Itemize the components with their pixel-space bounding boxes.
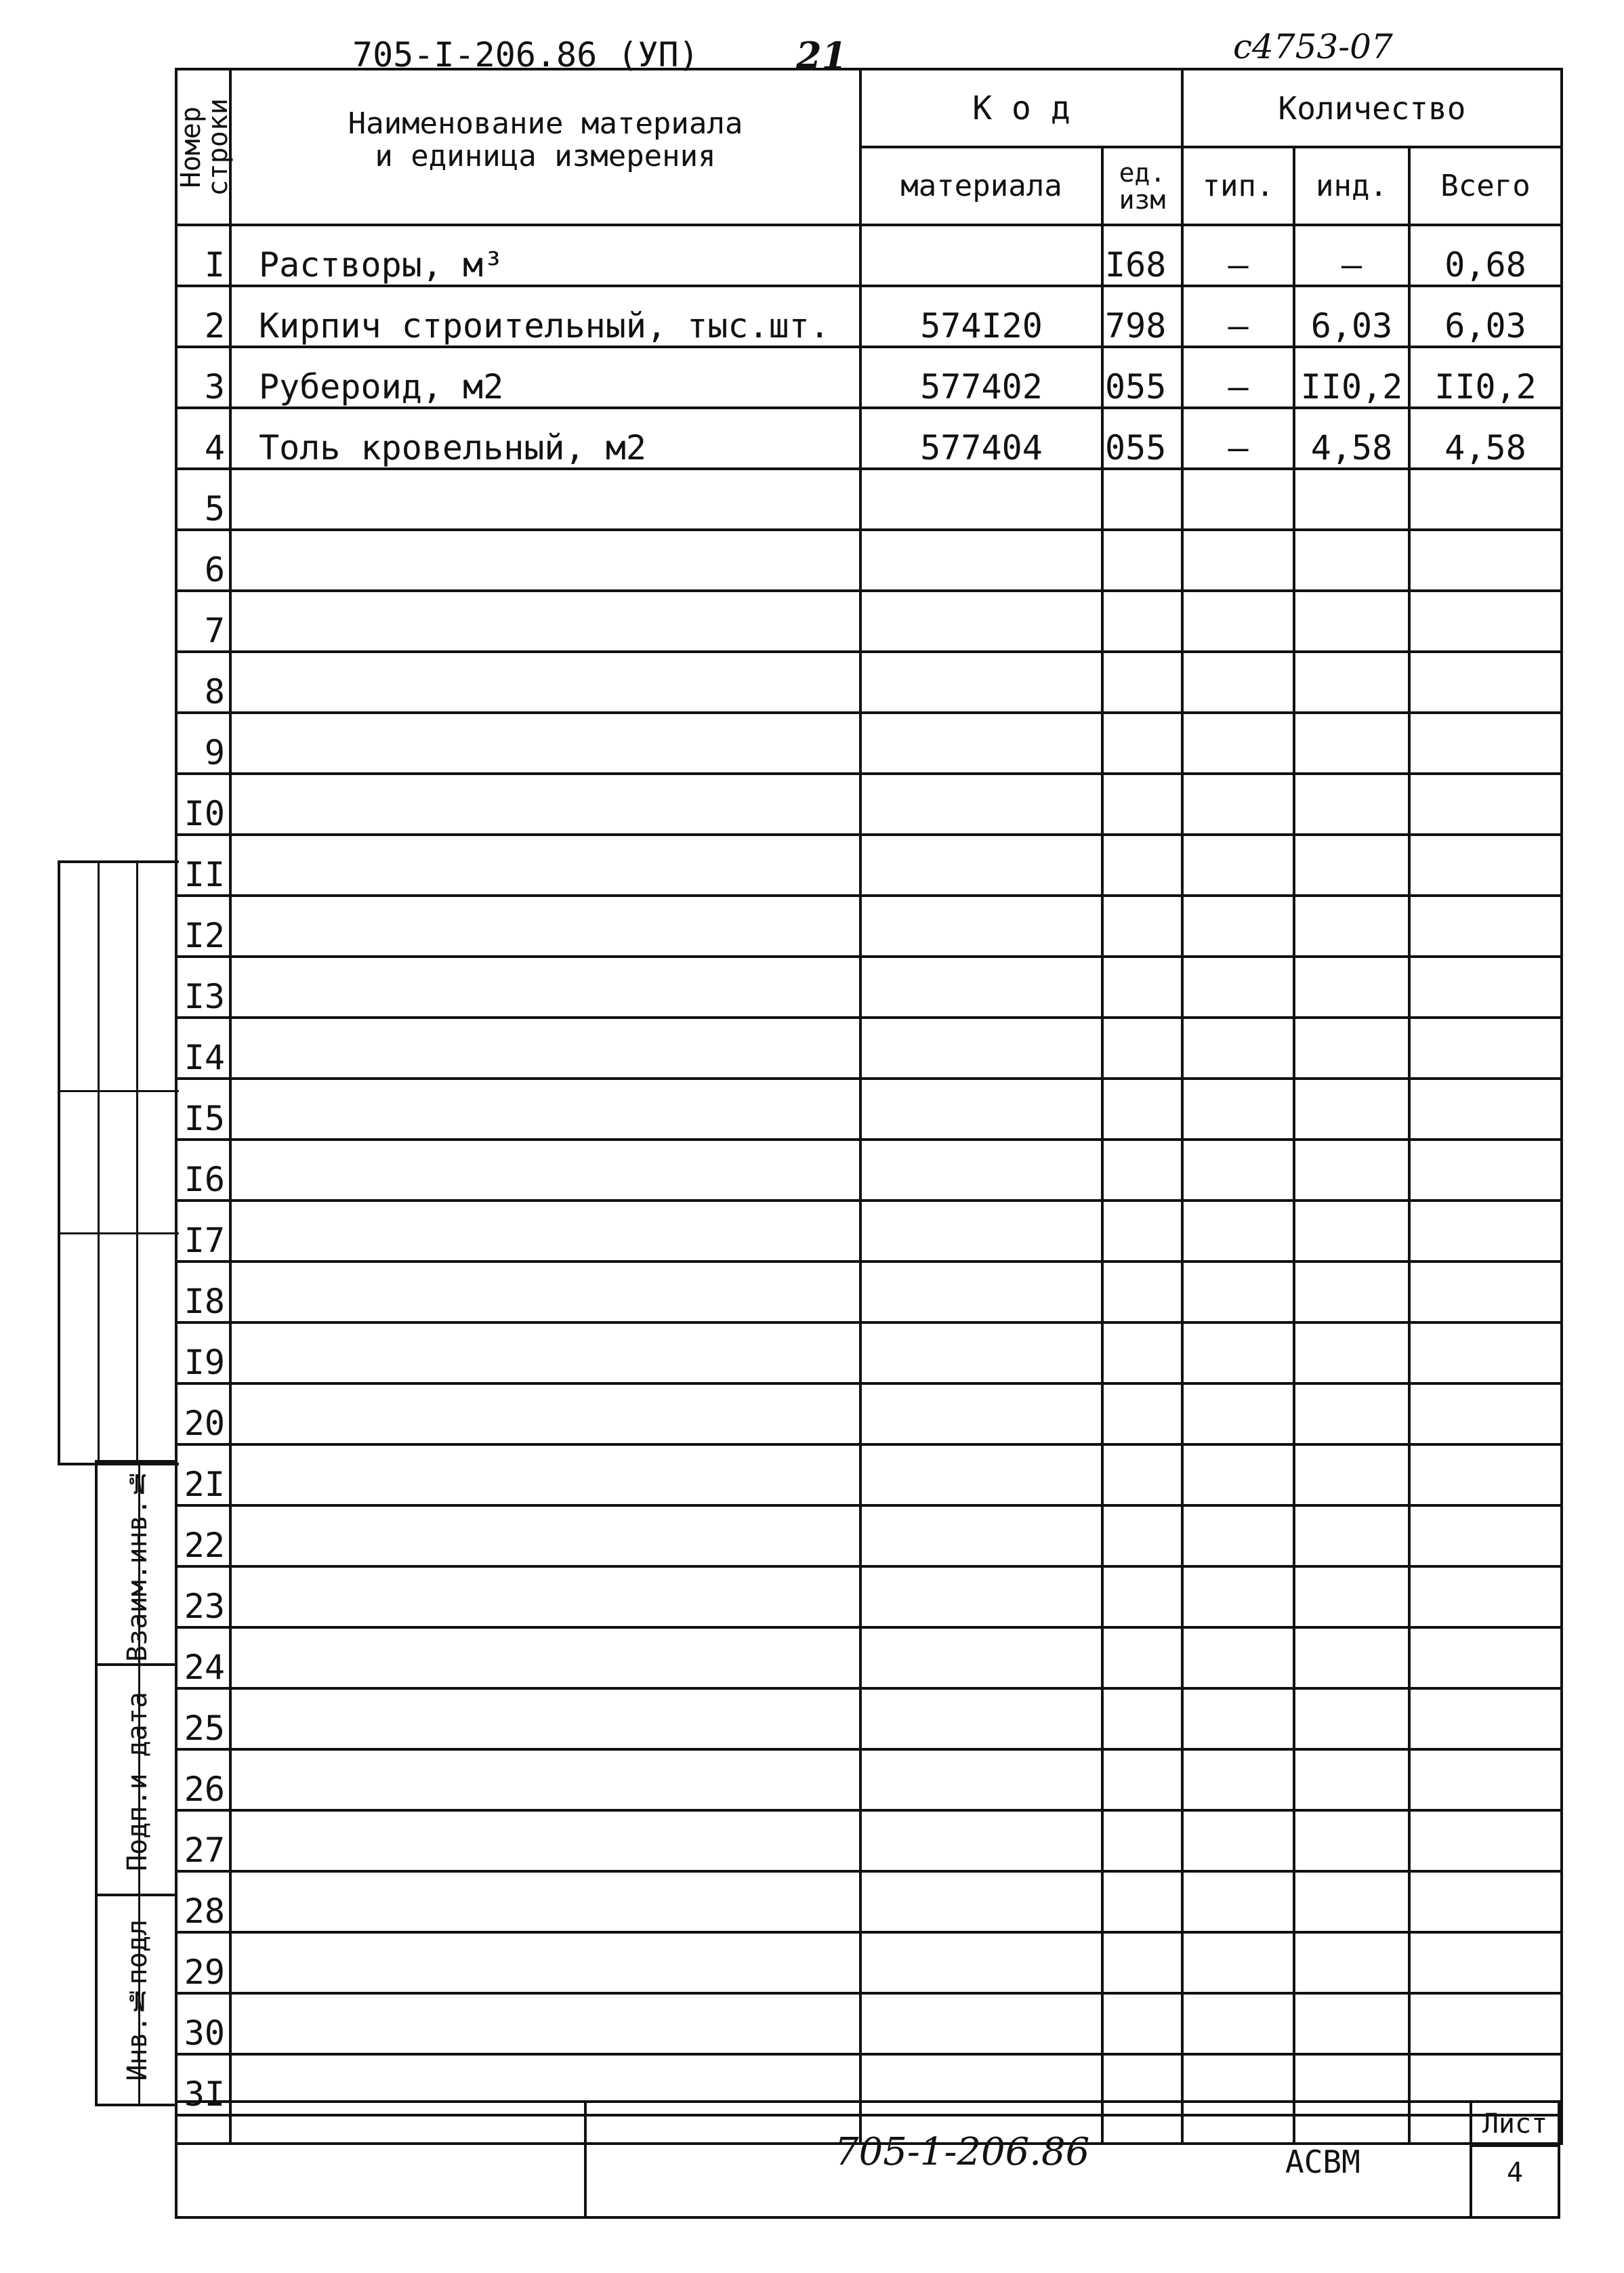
table-row [176, 1627, 1562, 1688]
material-name-cell [230, 1688, 860, 1749]
qty-ind-cell [1294, 774, 1409, 835]
material-name-cell [230, 1261, 860, 1322]
material-name-cell [230, 774, 860, 835]
side-cell-exchange-inv: Взаим.инв.№ [98, 1460, 178, 1666]
material-name-cell [230, 1505, 860, 1566]
qty-ind-cell [1294, 1566, 1409, 1627]
unit-code-cell [1102, 469, 1182, 530]
qty-typ-cell [1182, 1201, 1294, 1261]
qty-typ-cell [1182, 591, 1294, 652]
row-number-cell: 25 [176, 1688, 230, 1749]
row-number-cell: 22 [176, 1505, 230, 1566]
unit-code-cell [1102, 896, 1182, 957]
qty-typ-cell [1182, 1627, 1294, 1688]
table-row [176, 896, 1562, 957]
qty-ind-cell [1294, 1932, 1409, 1993]
table-row [176, 713, 1562, 774]
material-name-cell [230, 1810, 860, 1871]
qty-total-cell [1409, 1627, 1562, 1688]
material-code-cell: 574I20 [860, 286, 1102, 347]
unit-code-cell [1102, 1201, 1182, 1261]
material-name-cell [230, 1140, 860, 1201]
qty-ind-cell [1294, 1993, 1409, 2054]
material-code-cell [860, 1566, 1102, 1627]
material-code-cell [860, 1444, 1102, 1505]
table-row [176, 530, 1562, 591]
materials-table [175, 68, 1563, 2145]
material-code-cell [860, 1932, 1102, 1993]
side-cell-signature-date: Подп.и дата [98, 1663, 178, 1896]
table-row [176, 1201, 1562, 1261]
row-number-cell: 7 [176, 591, 230, 652]
row-number-cell: I8 [176, 1261, 230, 1322]
row-number-cell: 9 [176, 713, 230, 774]
qty-typ-cell [1182, 774, 1294, 835]
qty-total-cell: II0,2 [1409, 347, 1562, 408]
qty-total-cell [1409, 1383, 1562, 1444]
qty-total-cell [1409, 1018, 1562, 1079]
material-code-header: материала [860, 147, 1102, 225]
qty-ind-cell [1294, 1871, 1409, 1932]
qty-typ-cell [1182, 530, 1294, 591]
qty-typ-cell [1182, 1140, 1294, 1201]
material-name-cell [230, 469, 860, 530]
side-cell-original-inv: Инв.№подл [98, 1894, 178, 2104]
qty-total-cell [1409, 774, 1562, 835]
table-row [176, 774, 1562, 835]
qty-typ-cell [1182, 1932, 1294, 1993]
material-code-cell [860, 957, 1102, 1018]
material-name-cell [230, 1018, 860, 1079]
unit-code-cell [1102, 957, 1182, 1018]
table-row [176, 1566, 1562, 1627]
table-row [176, 1505, 1562, 1566]
qty-typ-cell [1182, 1871, 1294, 1932]
material-name-cell: Толь кровельный, м2 [230, 408, 860, 469]
table-row [176, 469, 1562, 530]
row-number-cell: 5 [176, 469, 230, 530]
qty-total-cell [1409, 835, 1562, 896]
qty-typ-cell: – [1182, 225, 1294, 286]
material-code-cell [860, 652, 1102, 713]
table-row [176, 1993, 1562, 2054]
unit-code-cell [1102, 1261, 1182, 1322]
material-code-cell [860, 1018, 1102, 1079]
page-number: 21 [796, 34, 848, 77]
material-name-cell [230, 1871, 860, 1932]
qty-typ-cell: – [1182, 408, 1294, 469]
unit-code-cell [1102, 713, 1182, 774]
quantity-group-header: Количество [1182, 69, 1562, 147]
table-row [176, 1749, 1562, 1810]
unit-code-cell [1102, 1688, 1182, 1749]
material-name-cell [230, 896, 860, 957]
material-name-cell [230, 1749, 860, 1810]
qty-ind-cell: II0,2 [1294, 347, 1409, 408]
qty-typ-cell [1182, 1749, 1294, 1810]
qty-typ-cell [1182, 957, 1294, 1018]
sheet-number: 4 [1506, 2157, 1524, 2188]
qty-ind-cell [1294, 1261, 1409, 1322]
material-name-header: Наименование материала и единица измерения [230, 69, 860, 225]
qty-ind-cell [1294, 469, 1409, 530]
material-name-cell: Растворы, м³ [230, 225, 860, 286]
qty-typ-cell [1182, 713, 1294, 774]
qty-ind-cell [1294, 1018, 1409, 1079]
total-header: Всего [1409, 147, 1562, 225]
qty-total-cell [1409, 1566, 1562, 1627]
table-row [176, 1322, 1562, 1383]
material-code-cell [860, 469, 1102, 530]
material-name-cell [230, 835, 860, 896]
qty-total-cell [1409, 1201, 1562, 1261]
material-code-cell [860, 1871, 1102, 1932]
qty-total-cell [1409, 1688, 1562, 1749]
qty-ind-cell [1294, 1079, 1409, 1140]
qty-total-cell [1409, 1505, 1562, 1566]
qty-typ-cell [1182, 1993, 1294, 2054]
unit-code-cell [1102, 1140, 1182, 1201]
qty-ind-cell [1294, 1810, 1409, 1871]
material-code-cell [860, 1261, 1102, 1322]
qty-total-cell [1409, 469, 1562, 530]
material-code-cell [860, 1810, 1102, 1871]
table-row [176, 1688, 1562, 1749]
material-code-cell [860, 591, 1102, 652]
material-name-cell [230, 1993, 860, 2054]
material-name-cell [230, 1383, 860, 1444]
material-code-cell [860, 1688, 1102, 1749]
qty-ind-cell [1294, 652, 1409, 713]
material-code-cell [860, 1505, 1102, 1566]
qty-ind-cell: 6,03 [1294, 286, 1409, 347]
qty-typ-cell [1182, 1444, 1294, 1505]
row-number-cell: I2 [176, 896, 230, 957]
sheet-label: Лист [1472, 2103, 1558, 2147]
row-number-cell: 30 [176, 1993, 230, 2054]
qty-typ-cell [1182, 1688, 1294, 1749]
unit-code-cell: 055 [1102, 347, 1182, 408]
unit-code-cell [1102, 1871, 1182, 1932]
table-row [176, 1079, 1562, 1140]
material-code-cell: 577404 [860, 408, 1102, 469]
qty-total-cell [1409, 896, 1562, 957]
qty-typ-cell [1182, 1566, 1294, 1627]
qty-total-cell [1409, 1993, 1562, 2054]
qty-total-cell [1409, 957, 1562, 1018]
material-name-cell [230, 530, 860, 591]
material-code-cell [860, 225, 1102, 286]
table-row [176, 1810, 1562, 1871]
qty-ind-cell [1294, 1688, 1409, 1749]
qty-ind-cell [1294, 1322, 1409, 1383]
material-name-cell [230, 1627, 860, 1688]
table-row [176, 1261, 1562, 1322]
material-code-cell [860, 530, 1102, 591]
material-code-cell [860, 774, 1102, 835]
unit-code-cell [1102, 1018, 1182, 1079]
side-stamp [95, 1460, 178, 2106]
qty-ind-cell [1294, 530, 1409, 591]
row-number-cell: I [176, 225, 230, 286]
table-row [176, 835, 1562, 896]
unit-code-cell [1102, 1627, 1182, 1688]
unit-code-cell [1102, 1383, 1182, 1444]
unit-code-cell [1102, 1993, 1182, 2054]
unit-code-cell [1102, 1444, 1182, 1505]
qty-typ-cell [1182, 1261, 1294, 1322]
row-number-cell: 29 [176, 1932, 230, 1993]
table-row [176, 1018, 1562, 1079]
qty-total-cell [1409, 1932, 1562, 1993]
table-row [176, 1871, 1562, 1932]
qty-ind-cell [1294, 835, 1409, 896]
material-code-cell [860, 1749, 1102, 1810]
row-number-cell: I7 [176, 1201, 230, 1261]
qty-ind-cell [1294, 1505, 1409, 1566]
qty-typ-cell [1182, 1322, 1294, 1383]
qty-ind-cell [1294, 713, 1409, 774]
qty-typ-cell [1182, 896, 1294, 957]
qty-typ-cell [1182, 1018, 1294, 1079]
qty-ind-cell [1294, 1444, 1409, 1505]
material-name-cell [230, 1201, 860, 1261]
row-number-cell: I9 [176, 1322, 230, 1383]
material-name-cell [230, 1322, 860, 1383]
qty-total-cell [1409, 652, 1562, 713]
material-code-cell [860, 1383, 1102, 1444]
qty-typ-cell [1182, 1505, 1294, 1566]
row-number-cell: 24 [176, 1627, 230, 1688]
archive-code: с4753-07 [1233, 27, 1393, 66]
qty-total-cell [1409, 1322, 1562, 1383]
material-code-cell [860, 835, 1102, 896]
material-code-cell [860, 1993, 1102, 2054]
material-name-cell [230, 1079, 860, 1140]
material-code-cell [860, 1201, 1102, 1261]
typ-header: тип. [1182, 147, 1294, 225]
section-code: АСВМ [1285, 2144, 1360, 2180]
table-row [176, 1140, 1562, 1201]
code-group-header: К о д [860, 69, 1182, 147]
row-number-cell: 6 [176, 530, 230, 591]
qty-total-cell [1409, 1871, 1562, 1932]
row-number-header: Номер строки [176, 69, 230, 225]
qty-ind-cell [1294, 1201, 1409, 1261]
qty-ind-cell [1294, 1749, 1409, 1810]
row-number-cell: 26 [176, 1749, 230, 1810]
material-name-cell: Рубероид, м2 [230, 347, 860, 408]
row-number-cell: I5 [176, 1079, 230, 1140]
unit-code-cell [1102, 1932, 1182, 1993]
row-number-cell: 20 [176, 1383, 230, 1444]
unit-code-cell [1102, 835, 1182, 896]
ind-header: инд. [1294, 147, 1409, 225]
material-code-cell [860, 1140, 1102, 1201]
row-number-cell: 27 [176, 1810, 230, 1871]
qty-ind-cell [1294, 1627, 1409, 1688]
qty-total-cell: 4,58 [1409, 408, 1562, 469]
table-row [176, 225, 1562, 286]
qty-ind-cell: – [1294, 225, 1409, 286]
left-stamp-box [58, 860, 179, 1465]
qty-ind-cell: 4,58 [1294, 408, 1409, 469]
row-number-cell: 2 [176, 286, 230, 347]
table-row [176, 408, 1562, 469]
qty-total-cell [1409, 530, 1562, 591]
qty-total-cell [1409, 1749, 1562, 1810]
table-row [176, 1444, 1562, 1505]
qty-ind-cell [1294, 896, 1409, 957]
unit-code-cell [1102, 1079, 1182, 1140]
material-name-cell [230, 1444, 860, 1505]
material-code-cell [860, 1322, 1102, 1383]
unit-code-cell: 798 [1102, 286, 1182, 347]
row-number-cell: I6 [176, 1140, 230, 1201]
qty-total-cell [1409, 1444, 1562, 1505]
row-number-cell: 4 [176, 408, 230, 469]
row-number-cell: I0 [176, 774, 230, 835]
document-code: 705-I-206.86 (УП) [352, 35, 699, 75]
qty-total-cell: 0,68 [1409, 225, 1562, 286]
material-name-cell [230, 713, 860, 774]
material-code-cell [860, 1079, 1102, 1140]
material-name-cell [230, 1566, 860, 1627]
qty-typ-cell [1182, 469, 1294, 530]
qty-total-cell [1409, 713, 1562, 774]
unit-code-cell [1102, 1566, 1182, 1627]
qty-ind-cell [1294, 1140, 1409, 1201]
row-number-cell: 28 [176, 1871, 230, 1932]
qty-ind-cell [1294, 957, 1409, 1018]
unit-code-cell: 055 [1102, 408, 1182, 469]
unit-code-cell [1102, 1322, 1182, 1383]
table-row [176, 286, 1562, 347]
material-name-cell: Кирпич строительный, тыс.шт. [230, 286, 860, 347]
unit-code-cell [1102, 591, 1182, 652]
table-row [176, 957, 1562, 1018]
designation: 705-1-206.86 [835, 2130, 1090, 2174]
table-row [176, 1932, 1562, 1993]
material-name-cell [230, 957, 860, 1018]
row-number-cell: I3 [176, 957, 230, 1018]
material-code-cell [860, 896, 1102, 957]
qty-ind-cell [1294, 591, 1409, 652]
material-name-cell [230, 1932, 860, 1993]
row-number-cell: 23 [176, 1566, 230, 1627]
qty-typ-cell: – [1182, 286, 1294, 347]
qty-typ-cell [1182, 1079, 1294, 1140]
qty-ind-cell [1294, 1383, 1409, 1444]
unit-code-cell [1102, 1505, 1182, 1566]
table-row [176, 347, 1562, 408]
material-code-cell [860, 713, 1102, 774]
qty-typ-cell [1182, 652, 1294, 713]
row-number-cell: 3I [176, 2054, 230, 2115]
unit-code-header: ед. изм [1102, 147, 1182, 225]
unit-code-cell [1102, 1810, 1182, 1871]
unit-code-cell [1102, 1749, 1182, 1810]
row-number-cell: I4 [176, 1018, 230, 1079]
material-name-cell [230, 591, 860, 652]
qty-typ-cell: – [1182, 347, 1294, 408]
qty-total-cell [1409, 591, 1562, 652]
row-number-cell: 8 [176, 652, 230, 713]
table-row [176, 652, 1562, 713]
row-number-cell: 2I [176, 1444, 230, 1505]
unit-code-cell [1102, 652, 1182, 713]
qty-typ-cell [1182, 1810, 1294, 1871]
table-row [176, 591, 1562, 652]
unit-code-cell: I68 [1102, 225, 1182, 286]
material-code-cell [860, 1627, 1102, 1688]
material-code-cell: 577402 [860, 347, 1102, 408]
qty-typ-cell [1182, 1383, 1294, 1444]
title-block [175, 2100, 1560, 2219]
qty-total-cell: 6,03 [1409, 286, 1562, 347]
qty-typ-cell [1182, 835, 1294, 896]
sheet-box [1470, 2103, 1558, 2219]
unit-code-cell [1102, 774, 1182, 835]
material-name-cell [230, 652, 860, 713]
qty-total-cell [1409, 1079, 1562, 1140]
qty-total-cell [1409, 1261, 1562, 1322]
unit-code-cell [1102, 530, 1182, 591]
row-number-cell: II [176, 835, 230, 896]
qty-total-cell [1409, 1140, 1562, 1201]
table-row [176, 1383, 1562, 1444]
row-number-cell: 3 [176, 347, 230, 408]
qty-total-cell [1409, 1810, 1562, 1871]
